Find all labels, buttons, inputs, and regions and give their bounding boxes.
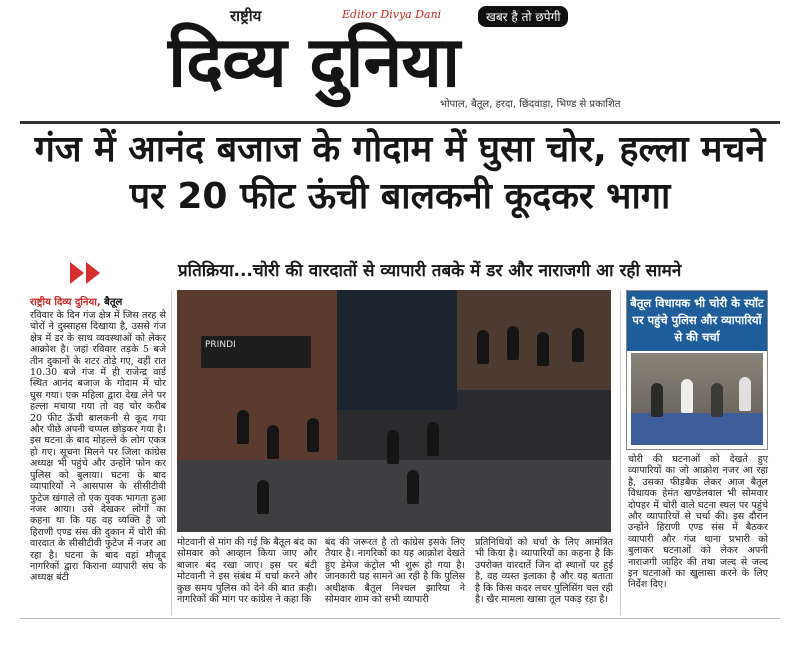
- byline-place: बैतूल: [104, 297, 123, 308]
- photo-person: [537, 332, 549, 366]
- photo-person: [267, 425, 279, 459]
- photo-person: [237, 410, 249, 444]
- masthead-cities: भोपाल, बैतूल, हरदा, छिंदवाड़ा, भिण्ड से प्रकाशित: [440, 99, 621, 110]
- article-column-4: प्रतिनिधियों को चर्चा के लिए आमंत्रित भी किया है। व्यापारियों का कहना है कि उपरोक्त वारदातें जिन दो स्थानों पर हुई है, वह व्यस्त इलाका है और यह बताता है कि किस कदर लचर पुलिसिंग चल रही है। खैर मामला खासा तूल पकड़ रहा है।: [475, 537, 613, 606]
- masthead-editor-line: Editor Divya Dani: [342, 8, 442, 21]
- inset-person: [681, 379, 693, 413]
- photo-person: [257, 480, 269, 514]
- inset-heading: बैतूल विधायक भी चोरी के स्पॉट पर पहुंचे पुलिस और व्यापारियों से की चर्चा: [627, 291, 767, 351]
- photo-person: [307, 418, 319, 452]
- column-rule: [171, 290, 172, 615]
- photo-person: [427, 422, 439, 456]
- byline: [30, 294, 122, 308]
- inset-person: [739, 377, 751, 411]
- inset-box: [626, 290, 768, 450]
- article-column-5: चोरी की घटनाओं को देखते हुए व्यापारियों का जो आक्रोश नजर आ रहा है, उसका फीडबैक लेकर आज बैतूल विधायक हेमंत खण्डेलवाल भी सोमवार दोपहर में चोरी वाले घटना स्थल पर पहुंचे और व्यापारियों से चर्चा की। इस दौरान उन्होंने हिराणी एण्ड संस में बैठकर व्यापारी और गंज थाना प्रभारी को बुलाकर घटनाओं को लेकर अपनी नाराजगी जाहिर की तथा जल्द से जल्द इन घटनाओं का खुलासा करने के लिए निर्देश दिए।: [628, 454, 768, 591]
- double-play-icon: [70, 262, 106, 284]
- masthead: [0, 0, 800, 118]
- photo-person: [407, 470, 419, 504]
- photo-person: [477, 330, 489, 364]
- article-column-3: बंद की जरूरत है तो कांग्रेस इसके लिए तैयार है। नागरिकों का यह आक्रोश देखते हुए डेमेज कंट्रोल भी शुरू हो गया है। जानकारी यह सामने आ रही है कि पुलिस अधीक्षक बैतूल निश्चल झारिया ने सोमवार शाम को सभी व्यापारी: [325, 537, 465, 606]
- column-rule: [620, 290, 621, 615]
- inset-person: [711, 383, 723, 417]
- photo-night-sky: [337, 290, 457, 410]
- photo-person: [507, 326, 519, 360]
- photo-person: [387, 430, 399, 464]
- photo-road: [177, 460, 611, 532]
- inset-person: [651, 383, 663, 417]
- masthead-title: दिव्य दुनिया: [168, 21, 460, 103]
- byline-source: राष्ट्रीय दिव्य दुनिया,: [30, 297, 101, 308]
- news-photo: [177, 290, 611, 532]
- inset-photo: [631, 353, 763, 445]
- top-divider: [20, 121, 780, 124]
- photo-shop-banner: PRINDI: [201, 336, 311, 368]
- article-column-1: रविवार के दिन गंज क्षेत्र में जिस तरह से चोरों ने दुस्साहस दिखाया है, उससे गंज क्षेत्र में डर के साथ व्यवस्थाओं को लेकर आक्रोश है। जहां रविवार तड़के 5 बजे तीन दुकानों के शटर तोड़े गए, वहीं रात 10.30 बजे गंज में ही राजेन्द्र वार्ड स्थित आनंद बजाज के गोदाम में चोर घुस गया। एक महिला द्वारा देख लेने पर हल्ला मचाया गया तो वह चोर करीब 20 फीट ऊँची बालकनी से कूद गया और पीछे अपनी चप्पल छोड़कर गया है। इस घटना के बाद मोहल्ले के लोग एकत्र हो गए। सूचना मिलने पर जिला कांग्रेस अध्यक्ष भी पहुंचे और उन्होंने फोन कर पुलिस को बुलाया। घटना के बाद व्यापारियों ने आसपास के सीसीटीवी फुटेज खंगाले तो एक युवक भागता हुआ नजर आया। उसे देखकर लोगों का कहना था कि यह वह व्यक्ति है जो हिराणी एण्ड संस की दुकान में चोरी की वारदात के सीसीटीवी फुटेज में नजर आ रहा है। घटना के बाद वहां मौजूद नागरिकों द्वारा किराना व्यापारी संघ के अध्यक्ष बंटी: [30, 310, 166, 584]
- masthead-top-word: राष्ट्रीय: [230, 7, 262, 25]
- article-column-2: मोटवानी से मांग की गई कि बैतूल बंद का सोमवार को आव्हान किया जाए और बाजार बंद रखा जाए। इस पर बंटी मोटवानी ने इस संबंध में चर्चा करने और कुछ समय पुलिस को देने की बात कही। नागरिकों की मांग पर कांग्रेस ने कहा कि: [177, 537, 317, 606]
- subheadline: प्रतिक्रिया...चोरी की वारदातों से व्यापारी तबके में डर और नाराजगी आ रही सामने: [178, 261, 682, 281]
- photo-person: [572, 328, 584, 362]
- inset-photo-desk: [631, 413, 763, 445]
- headline: गंज में आनंद बजाज के गोदाम में घुसा चोर, हल्ला मचने पर 20 फीट ऊंची बालकनी कूदकर भागा: [34, 129, 766, 217]
- bottom-rule: [20, 618, 780, 619]
- masthead-tagline: खबर है तो छपेगी: [478, 6, 568, 27]
